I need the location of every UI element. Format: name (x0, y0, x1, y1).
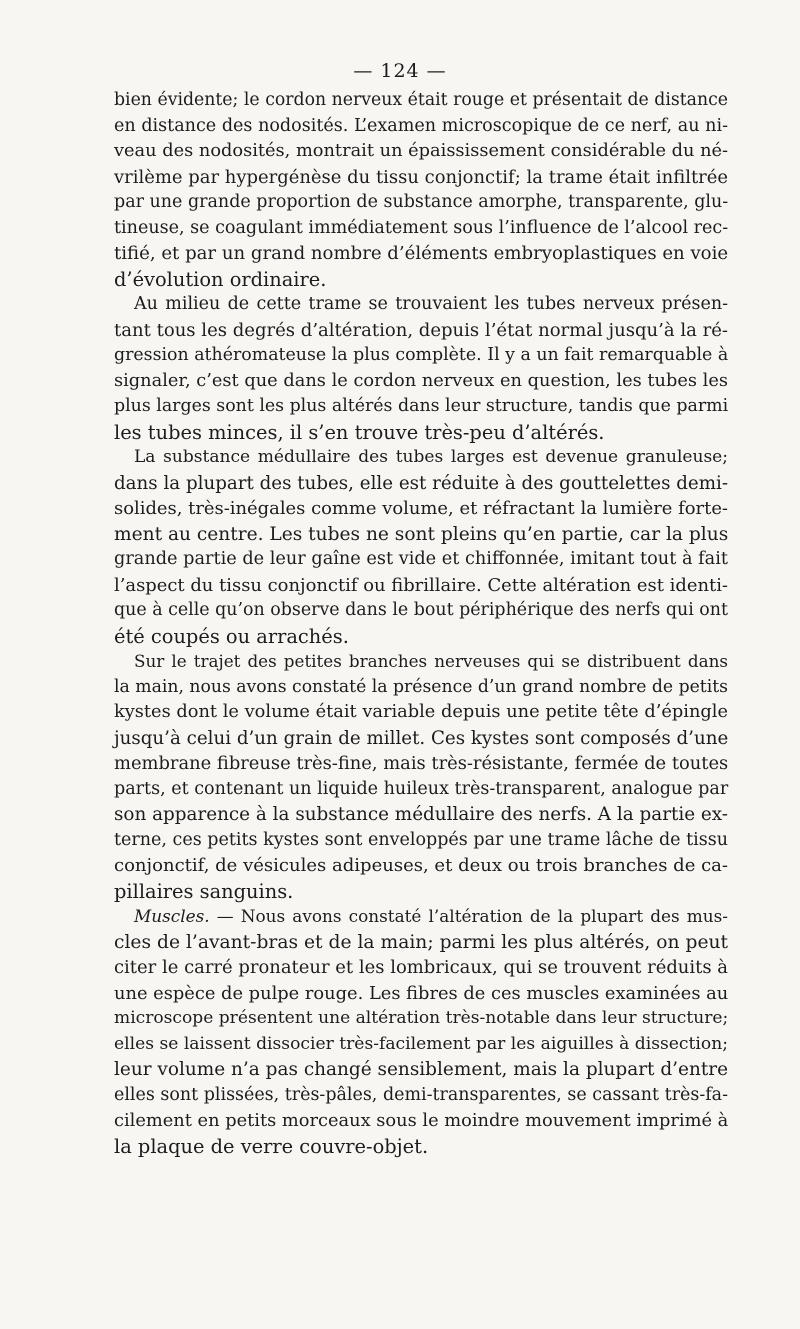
text-line: la main, nous avons constaté la présence d’un grand nombre de petits (114, 676, 728, 697)
text-line: la plaque de verre couvre-objet. (114, 1134, 429, 1158)
text-line: en distance des nodosités. L’examen microscopique de ce nerf, au ni- (114, 115, 728, 136)
text-line: elles se laissent dissocier très-facilement par les aiguilles à dissection; (114, 1033, 728, 1054)
text-line: par une grande proportion de substance amorphe, transparente, glu- (114, 192, 729, 212)
paragraph-1 (114, 88, 728, 292)
text-line: kystes dont le volume était variable depuis une petite tête d’épingle (114, 702, 728, 722)
text-line: bien évidente; le cordon nerveux était rouge et présentait de distance (114, 90, 728, 110)
text-line: elles sont plissées, très-pâles, demi-transparentes, se cassant très-fa- (114, 1084, 728, 1105)
text-line: ment au centre. Les tubes ne sont pleins qu’en partie, car la plus (114, 523, 729, 545)
text-line: microscope présentent une altération très-notable dans leur structure; (114, 1008, 729, 1028)
text-line: terne, ces petits kystes sont enveloppés par une trame lâche de tissu (114, 829, 728, 850)
text-line: son apparence à la substance médullaire des nerfs. A la partie ex- (114, 804, 728, 825)
body-text (114, 88, 728, 1159)
text-line: conjonctif, de vésicules adipeuses, et deux ou trois branches de ca- (114, 855, 729, 876)
text-line: jusqu’à celui d’un grain de millet. Ces kystes sont composés d’une (114, 727, 729, 749)
text-line (114, 904, 728, 930)
text-line: veau des nodosités, montrait un épaississement considérable du né- (114, 141, 729, 161)
text-line: tifié, et par un grand nombre d’éléments embryoplastiques en voie (114, 243, 729, 264)
text-line: été coupés ou arrachés. (114, 624, 349, 648)
paragraph-2 (114, 292, 728, 445)
text-line: dans la plupart des tubes, elle est réduite à des gouttelettes demi- (114, 472, 728, 494)
text-line: une espèce de pulpe rouge. Les fibres de ces muscles examinées au (114, 982, 729, 1004)
paragraph-5 (114, 904, 728, 1159)
section-lead: Muscles. (134, 906, 210, 926)
paragraph-4 (114, 649, 728, 904)
text-line: tineuse, se coagulant immédiatement sous l’influence de l’alcool rec- (114, 217, 729, 238)
text-line: vrilème par hypergénèse du tissu conjonctif; la trame était infiltrée (114, 166, 728, 188)
text-line: solides, très-inégales comme volume, et réfractant la lumière forte- (114, 498, 728, 519)
text-line: que à celle qu’on observe dans le bout périphérique des nerfs qui ont (114, 600, 728, 620)
text-line: citer le carré pronateur et les lombricaux, qui se trouvent réduits à (114, 957, 728, 978)
page-number: — 124 — (353, 60, 447, 82)
text-line-rest: — Nous avons constaté l’altération de la plupart des mus- (209, 906, 728, 926)
text-line: Au milieu de cette trame se trouvaient les tubes nerveux présen- (134, 294, 728, 314)
text-line: La substance médullaire des tubes larges est devenue granuleuse; (134, 447, 728, 467)
text-line: signaler, c’est que dans le cordon nerveux en question, les tubes les (114, 370, 728, 391)
text-line: pillaires sanguins. (114, 879, 294, 903)
text-line: cles de l’avant-bras et de la main; parmi les plus altérés, on peut (114, 931, 728, 953)
text-line: grande partie de leur gaîne est vide et chiffonnée, imitant tout à fait (114, 549, 728, 569)
text-line: d’évolution ordinaire. (114, 267, 327, 291)
paragraph-3 (114, 445, 728, 649)
text-line: gression athéromateuse la plus complète. Il y a un fait remarquable à (114, 345, 729, 365)
text-line: Sur le trajet des petites branches nerveuses qui se distribuent dans (134, 651, 728, 671)
text-line: leur volume n’a pas changé sensiblement, mais la plupart d’entre (114, 1059, 728, 1080)
text-line: l’aspect du tissu conjonctif ou fibrillaire. Cette altération est identi- (114, 574, 728, 596)
text-line: cilement en petits morceaux sous le moindre mouvement imprimé à (114, 1110, 729, 1131)
text-line: les tubes minces, il s’en trouve très-peu d’altérés. (114, 420, 605, 444)
text-line: parts, et contenant un liquide huileux très-transparent, analogue par (114, 778, 729, 799)
text-line: tant tous les degrés d’altération, depuis l’état normal jusqu’à la ré- (114, 319, 728, 341)
text-line: plus larges sont les plus altérés dans leur structure, tandis que parmi (114, 396, 729, 416)
text-line: membrane fibreuse très-fine, mais très-résistante, fermée de toutes (114, 753, 729, 774)
